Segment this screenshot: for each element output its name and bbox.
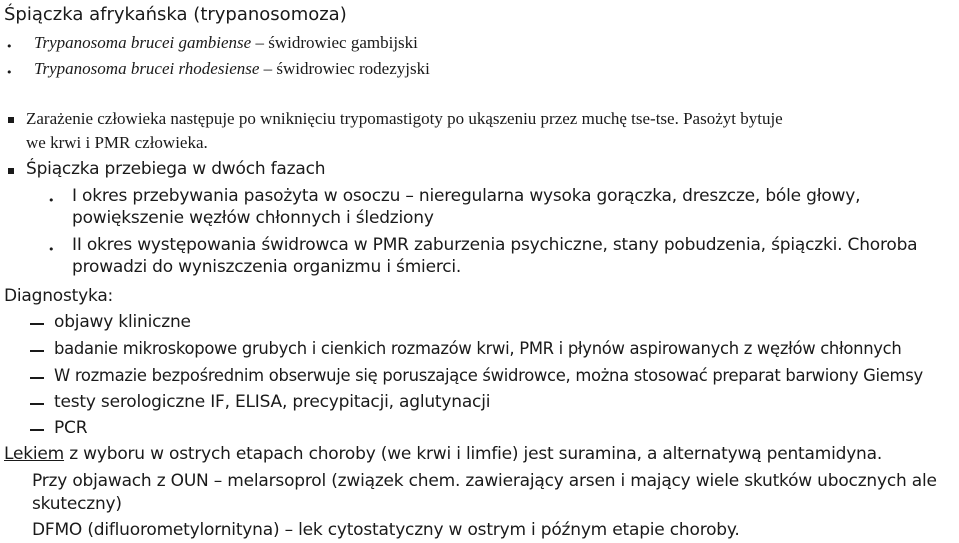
dfmo-line: DFMO (difluorometylornityna) – lek cytostatyczny w ostrym i późnym etapie choroby. bbox=[32, 520, 740, 540]
treatment-lead-link[interactable]: Lekiem bbox=[4, 444, 65, 464]
treatment-text: z wyboru w ostrych etapach choroby (we krwi i limfie) jest suramina, a alternatywą pentamidyna. bbox=[64, 444, 883, 464]
species-sep: – bbox=[263, 59, 273, 78]
diagnostics-item: testy serologiczne IF, ELISA, precypitacji, aglutynacji bbox=[54, 392, 491, 412]
species-sep: – bbox=[255, 33, 264, 52]
species-item bbox=[34, 33, 418, 53]
bullet-icon: • bbox=[48, 194, 55, 207]
bullet-icon: • bbox=[48, 243, 55, 256]
bullet-icon: • bbox=[6, 66, 13, 79]
dash-icon bbox=[30, 429, 44, 431]
oun-line: skuteczny) bbox=[32, 494, 122, 514]
species-name: Trypanosoma brucei gambiense bbox=[34, 33, 252, 52]
species-desc: świdrowiec gambijski bbox=[268, 33, 418, 52]
phase1-line: powiększenie węzłów chłonnych i śledziony bbox=[72, 208, 434, 228]
infection-line: Zarażenie człowieka następuje po wniknięciu trypomastigoty po ukąszeniu przez muchę tse-tse. Pasożyt bytuje bbox=[26, 109, 783, 128]
species-item bbox=[34, 59, 430, 79]
bullet-icon: • bbox=[6, 40, 13, 53]
dash-icon bbox=[30, 350, 44, 352]
phases-heading: Śpiączka przebiega w dwóch fazach bbox=[26, 159, 326, 179]
phase1-line: I okres przebywania pasożyta w osoczu – nieregularna wysoka gorączka, dreszcze, bóle głowy, bbox=[72, 186, 861, 206]
treatment-line bbox=[4, 444, 882, 464]
species-name: Trypanosoma brucei rhodesiense bbox=[34, 59, 260, 78]
infection-line: we krwi i PMR człowieka. bbox=[26, 133, 208, 152]
oun-line: Przy objawach z OUN – melarsoprol (związek chem. zawierający arsen i mający wiele skutków ubocznych ale bbox=[32, 471, 937, 491]
dash-icon bbox=[30, 323, 44, 325]
square-bullet-icon bbox=[8, 168, 14, 174]
dash-icon bbox=[30, 377, 44, 379]
diagnostics-item: badanie mikroskopowe grubych i cienkich rozmazów krwi, PMR i płynów aspirowanych z węzłów chłonnych bbox=[54, 339, 902, 358]
diagnostics-label: Diagnostyka: bbox=[4, 286, 114, 306]
diagnostics-item: W rozmazie bezpośrednim obserwuje się poruszające świdrowce, można stosować preparat barwiony Giemsy bbox=[54, 366, 923, 385]
square-bullet-icon bbox=[8, 117, 14, 123]
species-desc: świdrowiec rodezyjski bbox=[276, 59, 430, 78]
page-title: Śpiączka afrykańska (trypanosomoza) bbox=[4, 4, 347, 25]
diagnostics-item: PCR bbox=[54, 418, 88, 438]
dash-icon bbox=[30, 403, 44, 405]
diagnostics-item: objawy kliniczne bbox=[54, 312, 191, 332]
phase2-line: prowadzi do wyniszczenia organizmu i śmierci. bbox=[72, 257, 462, 277]
phase2-line: II okres występowania świdrowca w PMR zaburzenia psychiczne, stany pobudzenia, śpiączki. Choroba bbox=[72, 235, 918, 255]
